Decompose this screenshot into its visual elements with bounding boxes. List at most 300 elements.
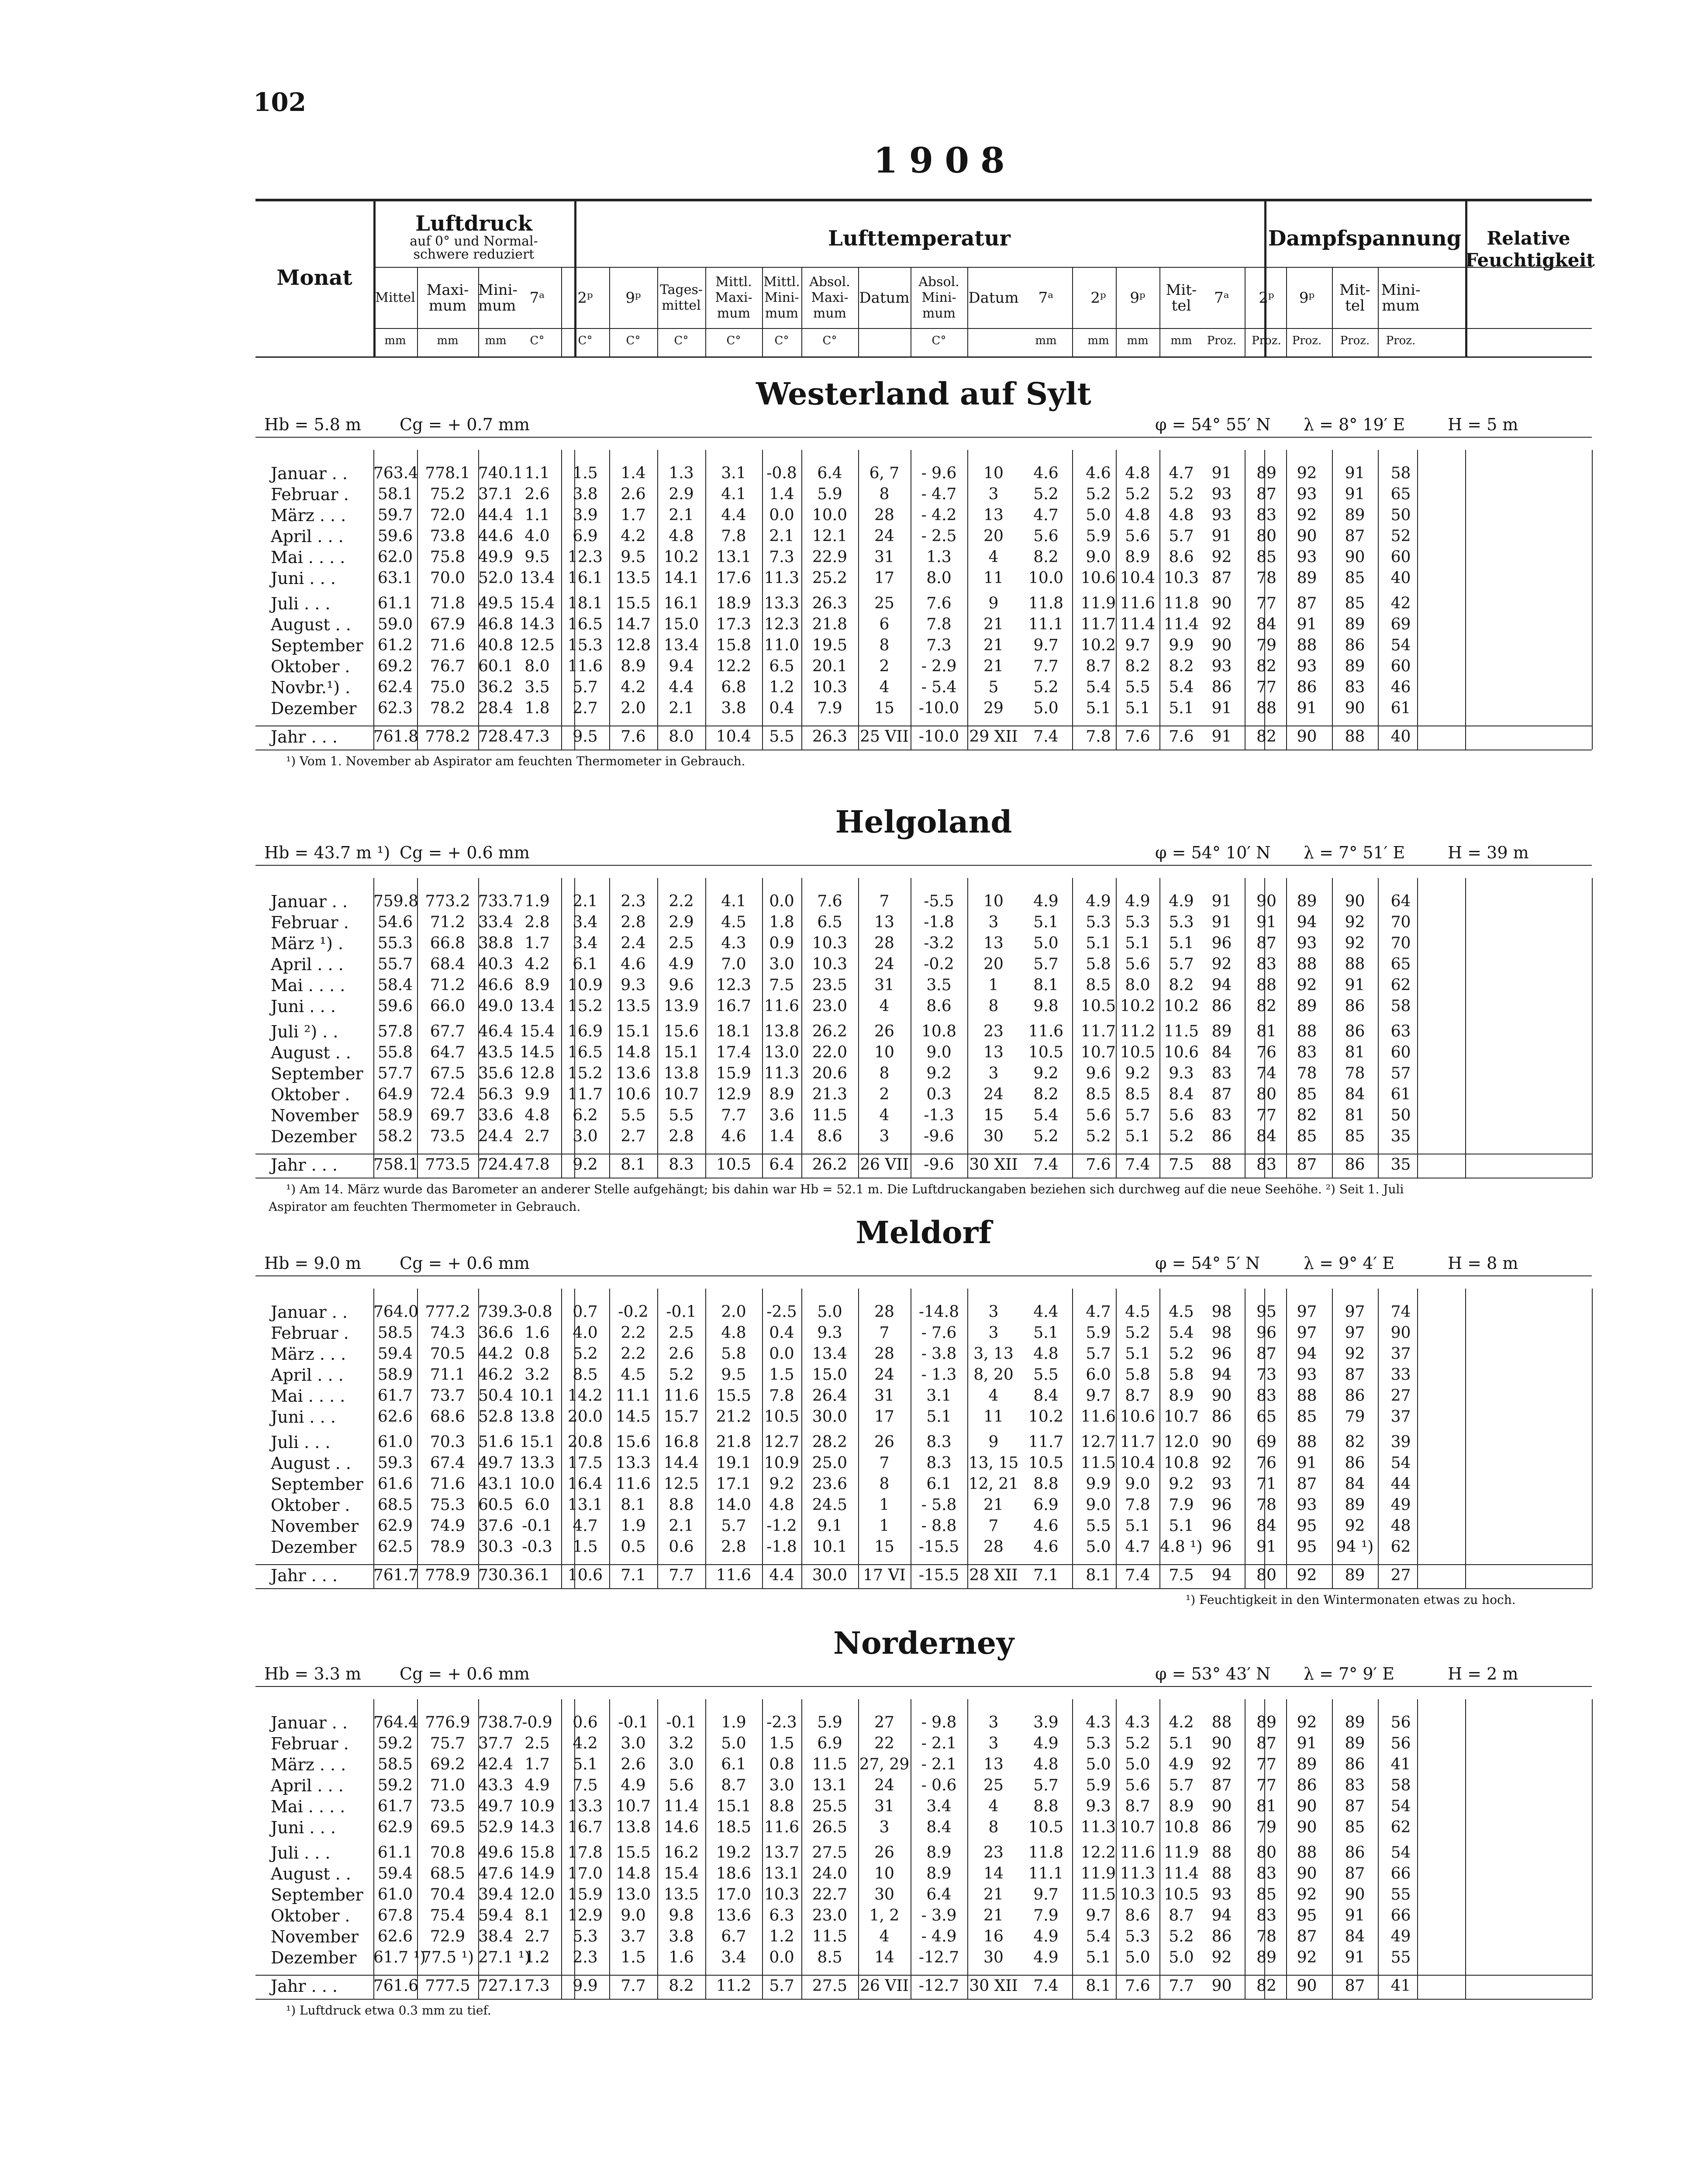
data-cell: 94 [1211, 1566, 1232, 1584]
data-cell: 5.7 [1033, 1776, 1059, 1794]
data-cell: 5.9 [1086, 527, 1111, 545]
data-cell: 63.1 [377, 569, 413, 587]
data-cell: -0.1 [618, 1714, 649, 1731]
data-cell: 52.9 [478, 1818, 514, 1836]
data-cell: 92 [1297, 1886, 1317, 1904]
data-cell: 13.5 [615, 569, 651, 587]
data-cell: 83 [1256, 1156, 1277, 1174]
data-cell: 28 XII [969, 1566, 1018, 1584]
data-cell: 8, 20 [973, 1366, 1014, 1384]
data-cell: 76 [1256, 1454, 1277, 1472]
data-cell: 738.7 [478, 1714, 524, 1731]
data-cell: 50 [1390, 506, 1411, 524]
data-cell: 8.5 [1086, 976, 1111, 994]
data-cell: 13.4 [812, 1345, 848, 1363]
data-cell: 83 [1211, 1064, 1232, 1082]
month-row [255, 635, 1592, 656]
data-cell: 3.0 [769, 1776, 794, 1794]
data-cell: 13 [983, 934, 1004, 952]
month-label: Dezember [271, 1948, 357, 1967]
data-cell: 9.2 [573, 1156, 598, 1174]
data-cell: 69.7 [430, 1106, 466, 1124]
data-cell: 88 [1256, 976, 1277, 994]
data-cell: 5.1 [1125, 1517, 1150, 1535]
data-cell: 77 [1256, 1106, 1277, 1124]
data-cell: 31 [874, 976, 894, 994]
data-cell: 92 [1297, 1949, 1317, 1966]
data-cell: 8.8 [769, 1797, 794, 1815]
data-cell: 59.2 [377, 1776, 413, 1794]
data-cell: 17.3 [716, 615, 752, 633]
table-group-divider [1592, 1699, 1593, 1999]
data-cell: 91 [1345, 1949, 1365, 1966]
month-label: September [271, 1064, 363, 1083]
data-cell: 36.6 [478, 1324, 514, 1342]
column-header-label: Maxi- [811, 290, 849, 305]
data-cell: 33 [1390, 1366, 1411, 1384]
data-cell: 0.0 [769, 506, 794, 524]
month-label: Februar . [271, 913, 349, 932]
data-cell: 58.9 [377, 1366, 413, 1384]
data-cell: 13.4 [519, 997, 555, 1015]
data-cell: 5.5 [1125, 678, 1150, 696]
data-cell: 4.9 [621, 1776, 646, 1794]
column-unit-label: C° [626, 334, 641, 347]
data-cell: 65 [1256, 1408, 1277, 1426]
data-cell: 71.0 [430, 1776, 466, 1794]
data-cell: 91 [1297, 699, 1317, 717]
data-cell: 11.7 [1028, 1433, 1064, 1451]
data-cell: 15.5 [716, 1387, 752, 1405]
data-cell: 11.1 [1028, 1865, 1064, 1883]
data-cell: 9.7 [1086, 1387, 1111, 1405]
data-cell: 87 [1345, 1366, 1365, 1384]
data-cell: 26 [874, 1433, 894, 1451]
data-cell: 764.4 [373, 1714, 419, 1731]
data-cell: 3.5 [524, 678, 550, 696]
month-row [255, 1323, 1592, 1344]
data-cell: -0.2 [924, 955, 954, 973]
data-cell: 4.9 [1033, 1735, 1059, 1752]
lufttemperatur-header: Lufttemperatur [828, 226, 1011, 251]
data-cell: 8.4 [926, 1818, 952, 1836]
data-cell: -9.6 [924, 1127, 954, 1145]
data-cell: 93 [1297, 934, 1317, 952]
data-cell: 5.1 [926, 1408, 952, 1426]
data-cell: 9.0 [1125, 1475, 1150, 1493]
data-cell: 62 [1390, 1818, 1411, 1836]
station-title: Meldorf [856, 1214, 992, 1251]
data-cell: 26 [874, 1023, 894, 1040]
data-cell: 75.0 [430, 678, 466, 696]
data-cell: 13.1 [764, 1865, 800, 1883]
data-cell: 1.5 [621, 1949, 646, 1966]
month-label: Dezember [271, 1127, 357, 1146]
data-cell: 5.1 [1033, 913, 1059, 931]
data-cell: 3.4 [926, 1797, 952, 1815]
data-cell: 91 [1211, 699, 1232, 717]
data-cell: 5.6 [1033, 527, 1059, 545]
data-cell: 15.1 [519, 1433, 555, 1451]
data-cell: 66.0 [430, 997, 466, 1015]
data-cell: 92 [1297, 1714, 1317, 1731]
data-cell: 79 [1345, 1408, 1365, 1426]
data-cell: 87 [1297, 1156, 1317, 1174]
data-cell: 74.9 [430, 1517, 466, 1535]
data-cell: 10.5 [1028, 1454, 1064, 1472]
data-cell: 70 [1390, 913, 1411, 931]
data-cell: 8 [879, 1064, 890, 1082]
data-cell: 20 [983, 955, 1004, 973]
data-cell: 81 [1256, 1023, 1277, 1040]
data-cell: 773.5 [425, 1156, 470, 1174]
data-cell: 2.0 [721, 1303, 746, 1321]
station-phi: φ = 54° 55′ N [1155, 415, 1271, 434]
data-cell: 79 [1256, 1818, 1277, 1836]
data-cell: 71 [1256, 1475, 1277, 1493]
data-cell: 90 [1211, 594, 1232, 612]
month-label: August . . [271, 1043, 351, 1062]
data-cell: 14.5 [519, 1044, 555, 1061]
data-cell: 41 [1390, 1977, 1411, 1995]
data-cell: 5.0 [1086, 1538, 1111, 1556]
data-cell: 61.7 [377, 1797, 413, 1815]
month-row [255, 1386, 1592, 1406]
data-cell: 2.6 [621, 485, 646, 503]
data-cell: 7.3 [926, 636, 952, 654]
data-cell: 7.5 [769, 976, 794, 994]
data-cell: 13.4 [663, 636, 699, 654]
data-cell: 10.9 [764, 1454, 800, 1472]
data-cell: 5.2 [1086, 485, 1111, 503]
month-row [255, 1105, 1592, 1126]
month-row [255, 1453, 1592, 1474]
data-cell: 12.2 [1080, 1844, 1116, 1862]
data-cell: 87 [1297, 1475, 1317, 1493]
data-cell: 59.6 [377, 527, 413, 545]
data-cell: 26 VII [860, 1977, 909, 1995]
data-cell: 1.6 [524, 1324, 550, 1342]
data-cell: 7.7 [669, 1566, 694, 1584]
column-unit-label: mm [437, 334, 459, 347]
data-cell: 43.1 [478, 1475, 514, 1493]
data-cell: -10.0 [918, 728, 959, 746]
data-cell: 7.6 [1169, 728, 1194, 746]
data-cell: 11.5 [812, 1755, 848, 1773]
data-cell: 9.4 [669, 657, 694, 675]
data-cell: 11.6 [567, 657, 603, 675]
data-cell: 82 [1256, 1977, 1277, 1995]
data-cell: 28.4 [478, 699, 514, 717]
data-cell: 62.6 [377, 1928, 413, 1946]
column-unit-label: Proz. [1207, 334, 1237, 347]
data-cell: 28.2 [812, 1433, 848, 1451]
column-header-label: mum [765, 306, 799, 321]
data-cell: 8.1 [621, 1156, 646, 1174]
data-cell: 13.4 [519, 569, 555, 587]
data-cell: 6.9 [573, 527, 598, 545]
feuchtigkeit-header: Relative Feuchtigkeit [1465, 228, 1595, 271]
month-row [255, 505, 1592, 526]
data-cell: 88 [1297, 636, 1317, 654]
data-cell: 93 [1211, 657, 1232, 675]
data-cell: 5.1 [1169, 1517, 1194, 1535]
data-cell: 4.6 [721, 1127, 746, 1145]
data-cell: 21 [983, 1907, 1004, 1925]
data-cell: 4.9 [1169, 892, 1194, 910]
data-cell: 56.3 [478, 1085, 514, 1103]
data-cell: 21.8 [812, 615, 848, 633]
data-cell: 5.1 [1086, 699, 1111, 717]
data-cell: 5.8 [721, 1345, 746, 1363]
data-cell: 17 VI [863, 1566, 906, 1584]
data-cell: 90 [1297, 1865, 1317, 1883]
data-cell: 7 [879, 1454, 890, 1472]
data-cell: 5.7 [721, 1517, 746, 1535]
data-cell: 71.8 [430, 594, 466, 612]
data-cell: 92 [1297, 506, 1317, 524]
data-cell: 46 [1390, 678, 1411, 696]
data-cell: 10.2 [1028, 1408, 1064, 1426]
data-cell: 9 [988, 594, 999, 612]
month-row [255, 1302, 1592, 1323]
data-cell: 95 [1297, 1907, 1317, 1925]
data-cell: 9.9 [524, 1085, 550, 1103]
data-cell: 7.8 [1086, 728, 1111, 746]
data-cell: 8.8 [1033, 1797, 1059, 1815]
month-row [255, 526, 1592, 547]
data-cell: 61.1 [377, 1844, 413, 1862]
data-cell: 82 [1256, 657, 1277, 675]
data-cell: 11.5 [1080, 1454, 1116, 1472]
data-cell: 7.9 [1033, 1907, 1059, 1925]
data-cell: 15.1 [716, 1797, 752, 1815]
data-cell: 14.3 [519, 615, 555, 633]
data-cell: - 5.4 [921, 678, 957, 696]
data-cell: 15.2 [567, 1064, 603, 1082]
data-cell: 39 [1390, 1433, 1411, 1451]
data-cell: 3.2 [524, 1366, 550, 1384]
data-cell: 2.9 [669, 485, 694, 503]
data-cell: 15.4 [663, 1865, 699, 1883]
data-cell: 57 [1390, 1064, 1411, 1082]
data-cell: 5.2 [1169, 485, 1194, 503]
data-cell: 60 [1390, 548, 1411, 566]
data-cell: 9.9 [1169, 636, 1194, 654]
data-cell: 10.7 [615, 1797, 651, 1815]
data-cell: 11.3 [1120, 1865, 1156, 1883]
data-cell: 730.3 [478, 1566, 524, 1584]
data-cell: 55.8 [377, 1044, 413, 1061]
data-cell: 4.9 [1169, 1755, 1194, 1773]
data-cell: 9.7 [1033, 636, 1059, 654]
data-cell: 9.5 [621, 548, 646, 566]
month-label: September [271, 636, 363, 655]
data-cell: 23.6 [812, 1475, 848, 1493]
header-unit-rule [373, 328, 1592, 329]
data-cell: 5.1 [1086, 934, 1111, 952]
data-cell: 5.0 [1169, 1949, 1194, 1966]
data-cell: 12.5 [519, 636, 555, 654]
data-cell: 21 [983, 1886, 1004, 1904]
data-cell: 11.6 [615, 1475, 651, 1493]
data-cell: 10.5 [716, 1156, 752, 1174]
data-cell: 93 [1211, 1475, 1232, 1493]
data-cell: 94 [1211, 1907, 1232, 1925]
data-cell: 85 [1297, 1127, 1317, 1145]
station-cg: Cg = + 0.6 mm [400, 1254, 530, 1273]
monat-header: Monat [276, 266, 352, 290]
data-cell: 11.7 [1080, 1023, 1116, 1040]
data-cell: 9.2 [1169, 1475, 1194, 1493]
data-cell: 17.4 [716, 1044, 752, 1061]
data-cell: 2.3 [621, 892, 646, 910]
column-unit-label: C° [530, 334, 545, 347]
data-cell: 8.0 [524, 657, 550, 675]
station-footnote: ¹) Luftdruck etwa 0.3 mm zu tief. [286, 2003, 491, 2018]
data-cell: 84 [1345, 1085, 1365, 1103]
data-cell: 5.4 [1169, 678, 1194, 696]
data-cell: 97 [1297, 1324, 1317, 1342]
data-cell: 55.7 [377, 955, 413, 973]
data-cell: 1.4 [769, 1127, 794, 1145]
station-phi: φ = 54° 5′ N [1155, 1254, 1260, 1273]
data-cell: 31 [874, 1797, 894, 1815]
data-cell: 86 [1297, 1776, 1317, 1794]
data-cell: 761.8 [373, 728, 419, 746]
data-cell: 12.3 [567, 548, 603, 566]
table-group-divider [1592, 878, 1593, 1178]
column-unit-label: C° [932, 334, 946, 347]
data-cell: 86 [1345, 636, 1365, 654]
data-cell: - 4.7 [921, 485, 957, 503]
year-total-row [255, 726, 1592, 747]
data-cell: 9.5 [573, 728, 598, 746]
data-cell: 27 [1390, 1566, 1411, 1584]
data-cell: 16.2 [663, 1844, 699, 1862]
data-cell: 61.0 [377, 1886, 413, 1904]
data-cell: 75.2 [430, 485, 466, 503]
data-cell: 12.9 [567, 1907, 603, 1925]
data-cell: 4.1 [721, 892, 746, 910]
data-cell: 8.7 [1169, 1907, 1194, 1925]
header-column-divider [967, 267, 968, 356]
data-cell: 14.1 [663, 569, 699, 587]
data-cell: 93 [1211, 1886, 1232, 1904]
data-cell: 13.8 [663, 1064, 699, 1082]
data-cell: 7.4 [1125, 1566, 1150, 1584]
data-cell: 5.2 [1125, 485, 1150, 503]
data-cell: 3.6 [769, 1106, 794, 1124]
data-cell: 88 [1297, 1023, 1317, 1040]
header-column-divider [858, 267, 859, 356]
data-cell: 2.7 [524, 1928, 550, 1946]
data-cell: 9.5 [524, 548, 550, 566]
data-cell: 7.4 [1033, 1156, 1059, 1174]
data-cell: 20.0 [567, 1408, 603, 1426]
data-cell: 3 [879, 1127, 890, 1145]
data-cell: 1.5 [573, 1538, 598, 1556]
data-cell: 6.9 [817, 1735, 842, 1752]
data-cell: 65 [1390, 955, 1411, 973]
data-cell: 8.5 [1125, 1085, 1150, 1103]
data-cell: 27.1 ¹) [478, 1949, 531, 1966]
data-cell: 3.0 [573, 1127, 598, 1145]
data-cell: 82 [1256, 997, 1277, 1015]
data-cell: 23 [983, 1023, 1004, 1040]
data-cell: 8.2 [1169, 976, 1194, 994]
data-cell: 5.2 [669, 1366, 694, 1384]
data-cell: 10.5 [1028, 1044, 1064, 1061]
data-cell: 6.9 [1033, 1496, 1059, 1514]
data-cell: 5.6 [1169, 1106, 1194, 1124]
data-cell: 55.3 [377, 934, 413, 952]
data-cell: 22.9 [812, 548, 848, 566]
column-header-label: Mini- [478, 281, 518, 299]
data-cell: 97 [1345, 1303, 1365, 1321]
data-cell: 78 [1297, 1064, 1317, 1082]
data-cell: 67.9 [430, 615, 466, 633]
data-cell: 29 XII [969, 728, 1018, 746]
data-cell: 31 [874, 548, 894, 566]
month-label: April . . . [271, 1365, 344, 1385]
data-cell: 77 [1256, 1776, 1277, 1794]
data-cell: 5.3 [1086, 913, 1111, 931]
data-cell: 5.2 [1125, 1735, 1150, 1752]
data-cell: 10.6 [1163, 1044, 1199, 1061]
data-cell: 80 [1256, 1566, 1277, 1584]
month-row [255, 996, 1592, 1017]
data-cell: 8.1 [524, 1907, 550, 1925]
data-cell: 44.6 [478, 527, 514, 545]
data-cell: 5.0 [1125, 1949, 1150, 1966]
data-cell: 5.9 [817, 1714, 842, 1731]
data-cell: 62.9 [377, 1517, 413, 1535]
data-cell: 62 [1390, 976, 1411, 994]
data-cell: 1.6 [669, 1949, 694, 1966]
data-cell: 54 [1390, 636, 1411, 654]
data-cell: 83 [1297, 1044, 1317, 1061]
data-cell: 1.8 [524, 699, 550, 717]
data-cell: 764.0 [373, 1303, 419, 1321]
data-cell: 10.3 [764, 1886, 800, 1904]
table-header [255, 199, 1595, 358]
data-cell: 9 [988, 1433, 999, 1451]
data-cell: 761.6 [373, 1977, 419, 1995]
data-cell: 69.2 [430, 1755, 466, 1773]
data-cell: 7.6 [1125, 1977, 1150, 1995]
data-cell: 17.1 [716, 1475, 752, 1493]
data-cell: 58 [1390, 997, 1411, 1015]
month-label: November [271, 1927, 359, 1946]
data-cell: -9.6 [924, 1156, 954, 1174]
data-cell: 52.8 [478, 1408, 514, 1426]
column-header-label: 9ᵖ [625, 289, 641, 307]
column-header-label: 7ᵃ [1038, 289, 1054, 307]
data-cell: 80 [1256, 527, 1277, 545]
data-cell: -1.8 [924, 913, 954, 931]
column-unit-label: mm [1035, 334, 1057, 347]
column-header-label: 2ᵖ [1259, 289, 1274, 307]
data-cell: 7.9 [817, 699, 842, 717]
data-cell: 25 [874, 594, 894, 612]
month-label: Juni . . . [271, 997, 336, 1016]
data-cell: 70.3 [430, 1433, 466, 1451]
data-cell: 85 [1345, 1818, 1365, 1836]
data-cell: 59.0 [377, 615, 413, 633]
station-title: Norderney [833, 1625, 1014, 1661]
data-cell: 68.5 [377, 1496, 413, 1514]
